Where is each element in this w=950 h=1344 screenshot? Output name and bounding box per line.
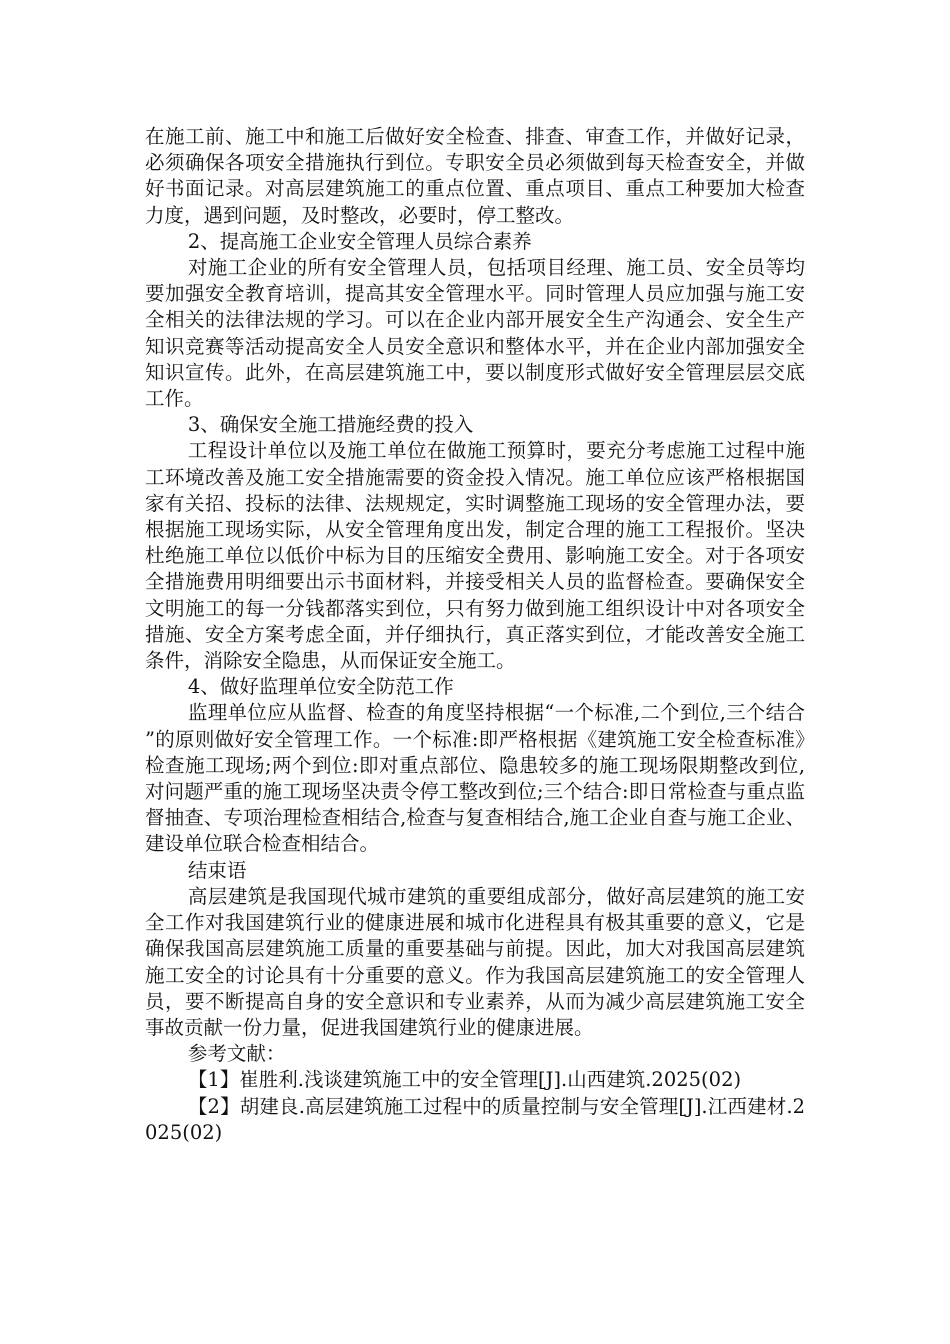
document-page (145, 124, 805, 1146)
paragraph-supervision: 监理单位应从监督、检查的角度坚持根据“一个标准,二个到位,三个结合”的原则做好安全管理工作。一个标准:即严格根据《建筑施工安全检查标准》检查施工现场;两个到位:即对重点部位、隐患较多的施工现场限期整改到位,对问题严重的施工现场坚决责令停工整改到位;三个结合:即日常检查与重点监督抽查、专项治理检查相结合,检查与复查相结合,施工企业自查与施工企业、建设单位联合检查相结合。 (145, 701, 805, 856)
paragraph-safety-inspection: 在施工前、施工中和施工后做好安全检查、排查、审查工作，并做好记录，必须确保各项安全措施执行到位。专职安全员必须做到每天检查安全，并做好书面记录。对高层建筑施工的重点位置、重点项目、重点工种要加大检查力度，遇到问题，及时整改，必要时，停工整改。 (145, 125, 805, 227)
paragraph-conclusion: 高层建筑是我国现代城市建筑的重要组成部分，做好高层建筑的施工安全工作对我国建筑行业的健康进展和城市化进程具有极其重要的意义，它是确保我国高层建筑施工质量的重要基础与前提。因此，加大对我国高层建筑施工安全的讨论具有十分重要的意义。作为我国高层建筑施工的安全管理人员，要不断提高自身的安全意识和专业素养，从而为减少高层建筑施工安全事故贡献一份力量，促进我国建筑行业的健康进展。 (145, 884, 805, 1039)
paragraph-staff-training: 对施工企业的所有安全管理人员，包括项目经理、施工员、安全员等均要加强安全教育培训，提高其安全管理水平。同时管理人员应加强与施工安全相关的法律法规的学习。可以在企业内部开展安全生产沟通会、安全生产知识竞赛等活动提高安全人员安全意识和整体水平，并在企业内部加强安全知识宣传。此外，在高层建筑施工中，要以制度形式做好安全管理层层交底工作。 (145, 256, 805, 411)
section-heading-3: 3、确保安全施工措施经费的投入 (187, 413, 474, 437)
section-heading-2: 2、提高施工企业安全管理人员综合素养 (187, 229, 532, 253)
section-heading-4: 4、做好监理单位安全防范工作 (187, 675, 454, 699)
paragraph-safety-funding: 工程设计单位以及施工单位在做施工预算时，要充分考虑施工过程中施工环境改善及施工安全措施需要的资金投入情况。施工单位应该严格根据国家有关招、投标的法律、法规规定，实时调整施工现场的安全管理办法，要根据施工现场实际，从安全管理角度出发，制定合理的施工工程报价。坚决杜绝施工单位以低价中标为目的压缩安全费用、影响施工安全。对于各项安全措施费用明细要出示书面材料，并接受相关人员的监督检查。要确保安全文明施工的每一分钱都落实到位，只有努力做到施工组织设计中对各项安全措施、安全方案考虑全面，并仔细执行，真正落实到位，才能改善安全施工条件，消除安全隐患，从而保证安全施工。 (145, 439, 805, 673)
reference-item-2: 【2】胡建良.高层建筑施工过程中的质量控制与安全管理[J].江西建材.2025(02) (145, 1094, 805, 1144)
reference-item-1: 【1】崔胜利.浅谈建筑施工中的安全管理[J].山西建筑.2025(02) (187, 1068, 742, 1092)
section-heading-conclusion: 结束语 (187, 858, 247, 882)
section-heading-references: 参考文献： (187, 1042, 286, 1066)
